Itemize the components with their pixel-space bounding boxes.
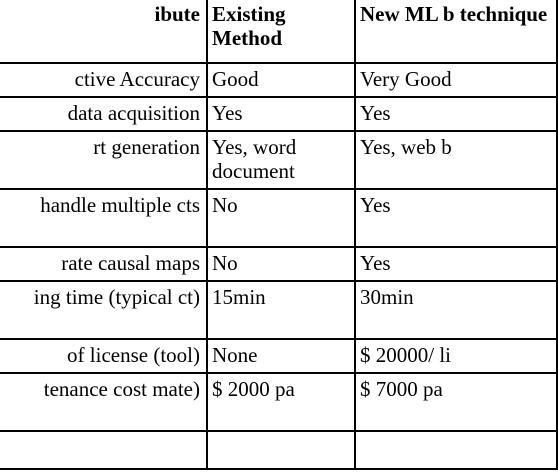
cell-new: 30min [355,281,557,339]
cell-new: Yes [355,97,557,131]
cell-attribute: data acquisition [0,97,207,131]
cell-new: Yes [355,247,557,281]
table-row [0,189,557,247]
cell-new: $ 20000/ li [355,339,557,373]
table-row [0,97,557,131]
header-existing-method: Existing Method [207,0,355,63]
table-row [0,247,557,281]
cell-attribute: ctive Accuracy [0,63,207,97]
header-new-ml-technique: New ML b technique [355,0,557,63]
cell-attribute [0,431,207,469]
header-attribute: ibute [0,0,207,63]
table-row [0,339,557,373]
header-row [0,0,557,63]
cell-new: Very Good [355,63,557,97]
cell-new: $ 7000 pa [355,373,557,431]
cell-attribute: tenance cost mate) [0,373,207,431]
cell-existing: No [207,189,355,247]
cell-attribute: rate causal maps [0,247,207,281]
cell-new: Yes [355,189,557,247]
cell-existing: Yes [207,97,355,131]
table-row [0,63,557,97]
cell-existing [207,431,355,469]
table-row [0,131,557,189]
cell-new: Yes, web b [355,131,557,189]
table-row [0,431,557,469]
cell-attribute: of license (tool) [0,339,207,373]
cell-attribute: handle multiple cts [0,189,207,247]
cell-attribute: rt generation [0,131,207,189]
cell-existing: Yes, word document [207,131,355,189]
cell-existing: 15min [207,281,355,339]
cell-existing: $ 2000 pa [207,373,355,431]
cell-attribute: ing time (typical ct) [0,281,207,339]
cell-new [355,431,557,469]
cell-existing: None [207,339,355,373]
table-row [0,373,557,431]
cell-existing: No [207,247,355,281]
cell-existing: Good [207,63,355,97]
table-row [0,281,557,339]
